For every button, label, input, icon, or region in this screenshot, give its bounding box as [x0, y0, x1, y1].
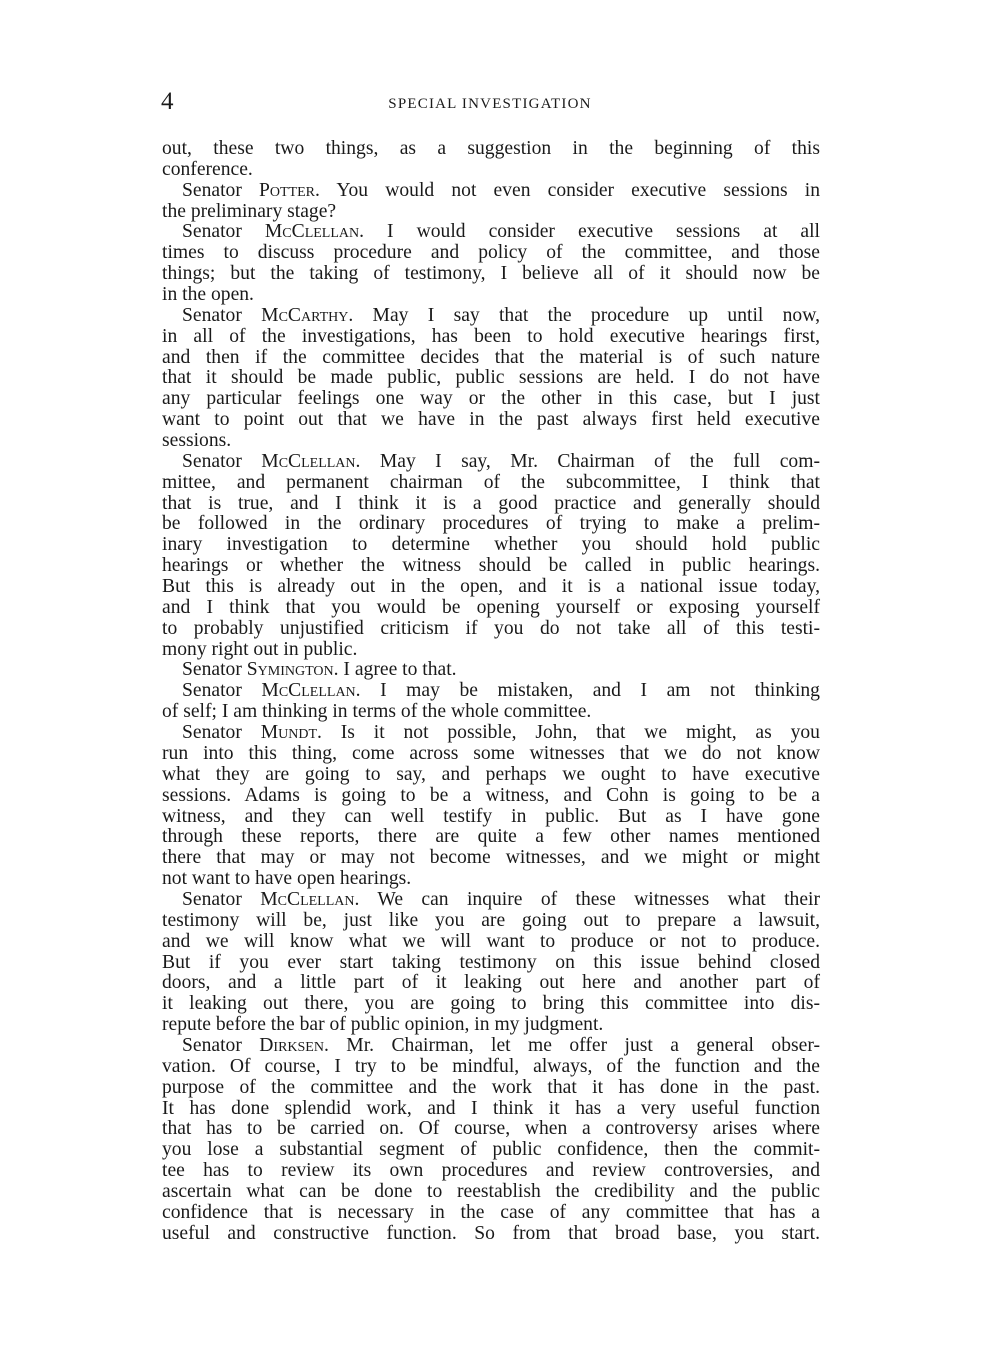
line-text: You would not even consider executive sessions in	[319, 179, 820, 201]
text-line: the preliminary stage?	[162, 200, 337, 222]
text-line: you lose a substantial segment of public confidence, then the commit-	[162, 1139, 820, 1161]
text-line: that has to be carried on. Of course, when a controversy arises where	[162, 1118, 820, 1140]
text-line: doors, and a little part of it leaking out here and another part of	[162, 972, 820, 994]
text-line: to probably unjustified criticism if you do not take all of this testi-	[162, 617, 820, 639]
text-line: be followed in the ordinary procedures of trying to make a prelim-	[162, 513, 820, 535]
text-line: that is true, and I think it is a good practice and generally should	[162, 492, 820, 514]
paragraph	[162, 452, 820, 661]
text-line	[162, 681, 820, 702]
text-line: and we will know what we will want to produce or not to produce.	[162, 930, 820, 952]
text-line: repute before the bar of public opinion, in my judgment.	[162, 1014, 604, 1036]
line-text: May I say that the procedure up until now,	[353, 304, 820, 326]
text-line: But this is already out in the open, and it is a national issue today,	[162, 576, 820, 598]
speaker-title: Senator	[182, 221, 265, 243]
text-line: mittee, and permanent chairman of the subcommittee, I think that	[162, 471, 820, 493]
paragraph	[162, 181, 820, 223]
paragraph	[162, 1036, 820, 1245]
text-line: run into this thing, come across some witnesses that we do not know	[162, 742, 820, 764]
line-text: I would consider executive sessions at all	[364, 221, 820, 243]
text-line: sessions. Adams is going to be a witness, and Cohn is going to be a	[162, 784, 820, 806]
text-line: testimony will be, just like you are going out to prepare a lawsuit,	[162, 909, 820, 931]
text-line: vation. Of course, I try to be mindful, always, of the function and the	[162, 1055, 820, 1077]
text-line: But if you ever start taking testimony on this issue behind closed	[162, 951, 820, 973]
text-line: mony right out in public.	[162, 638, 358, 660]
body-text	[162, 139, 820, 1245]
text-line: any particular feelings one way or the other in this case, but I just	[162, 388, 820, 410]
paragraph	[162, 306, 820, 452]
speaker-title: Senator	[182, 179, 259, 201]
text-line: in all of the investigations, has been to hold executive hearings first,	[162, 325, 820, 347]
text-line: conference.	[162, 158, 253, 180]
speaker-name: McClellan.	[261, 450, 361, 472]
text-line: times to discuss procedure and policy of the committee, and those	[162, 242, 820, 264]
text-line: It has done splendid work, and I think it has a very useful function	[162, 1097, 820, 1119]
text-line: there that may or may not become witnesses, and we might or might	[162, 847, 820, 869]
text-line	[162, 181, 820, 202]
paragraph	[162, 890, 820, 1036]
speaker-title: Senator	[182, 304, 262, 326]
page-number: 4	[161, 88, 174, 115]
speaker-name: Symington.	[246, 659, 339, 681]
speaker-name: McClellan.	[260, 888, 360, 910]
paragraph	[162, 222, 820, 305]
running-head-text: SPECIAL INVESTIGATION	[388, 96, 592, 112]
line-text: We can inquire of these witnesses what their	[359, 888, 820, 910]
speaker-title: Senator	[182, 888, 261, 910]
speaker-title: Senator	[182, 659, 247, 681]
line-text: May I say, Mr. Chairman of the full com-	[360, 450, 820, 472]
speaker-title: Senator	[182, 1034, 260, 1056]
speaker-name: McClellan.	[261, 680, 361, 702]
paragraph	[162, 660, 820, 681]
text-line: sessions.	[162, 430, 232, 452]
speaker-title: Senator	[182, 722, 261, 744]
text-line: it leaking out there, you are going to bring this committee into dis-	[162, 993, 820, 1015]
speaker-title: Senator	[182, 450, 262, 472]
text-line: not want to have open hearings.	[162, 868, 412, 890]
speaker-name: McClellan.	[264, 221, 365, 243]
running-head	[0, 96, 1000, 113]
speaker-title: Senator	[182, 680, 262, 702]
paragraph	[162, 681, 820, 723]
paragraph	[162, 723, 820, 890]
text-line: witness, and they can well testify in public. But as I have gone	[162, 805, 820, 827]
line-text: Mr. Chairman, let me offer just a general obser-	[328, 1034, 820, 1056]
text-line	[162, 890, 820, 911]
text-line: out, these two things, as a suggestion in the beginning of this	[162, 138, 820, 159]
speaker-name: Dirksen.	[259, 1034, 329, 1056]
text-line: hearings or whether the witness should be called in public hearings.	[162, 555, 820, 577]
text-line: things; but the taking of testimony, I believe all of it should now be	[162, 263, 820, 285]
speaker-name: Mundt.	[260, 722, 322, 744]
line-text: Is it not possible, John, that we might, as you	[321, 722, 820, 744]
text-line	[162, 723, 820, 744]
text-line: ascertain what can be done to reestablish the credibility and the public	[162, 1180, 820, 1202]
line-text: I agree to that.	[338, 659, 457, 681]
text-line	[162, 222, 820, 243]
text-line: tee has to review its own procedures and review controversies, and	[162, 1160, 820, 1182]
speaker-name: McCarthy.	[261, 304, 354, 326]
speaker-name: Potter.	[259, 179, 320, 201]
text-line	[162, 1036, 820, 1057]
text-line: of self; I am thinking in terms of the whole committee.	[162, 701, 592, 723]
text-line	[162, 660, 820, 681]
text-line: that it should be made public, public sessions are held. I do not have	[162, 367, 820, 389]
text-line: want to point out that we have in the past always first held executive	[162, 409, 820, 431]
text-line: purpose of the committee and the work that it has done in the past.	[162, 1076, 820, 1098]
text-line: and then if the committee decides that the material is of such nature	[162, 346, 820, 368]
text-line: and I think that you would be opening yourself or exposing yourself	[162, 596, 820, 618]
line-text: I may be mistaken, and I am not thinking	[360, 680, 820, 702]
text-line: through these reports, there are quite a few other names mentioned	[162, 826, 820, 848]
text-line: what they are going to say, and perhaps we ought to have executive	[162, 763, 820, 785]
paragraph	[162, 139, 820, 181]
text-line: confidence that is necessary in the case of any committee that has a	[162, 1201, 820, 1223]
text-line	[162, 306, 820, 327]
text-line	[162, 452, 820, 473]
text-line: in the open.	[162, 284, 254, 306]
text-line: useful and constructive function. So from that broad base, you start.	[162, 1222, 820, 1244]
text-line: inary investigation to determine whether you should hold public	[162, 534, 820, 556]
